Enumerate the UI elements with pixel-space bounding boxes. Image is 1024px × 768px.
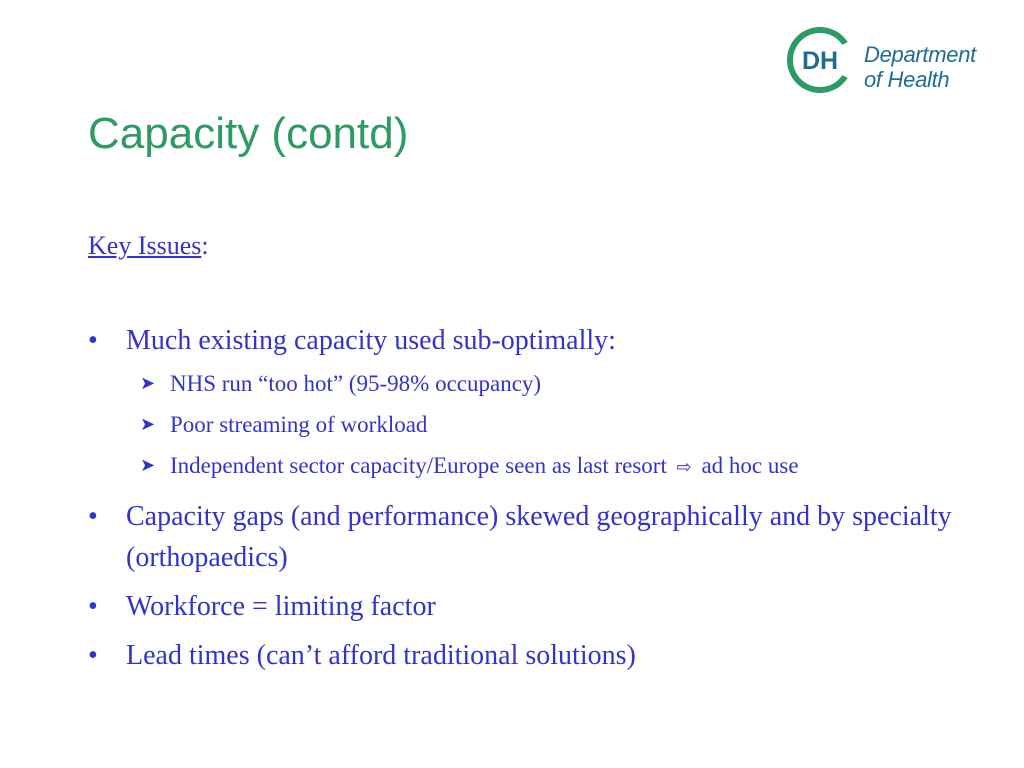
- sub-bullet-text-after: ad hoc use: [701, 453, 799, 478]
- logo-mark-text: DH: [801, 47, 839, 75]
- bullet-list: [88, 320, 968, 676]
- department-of-health-logo: [784, 24, 1004, 96]
- bullet-icon: •: [88, 501, 98, 532]
- right-arrow-icon: ⇨: [676, 457, 692, 478]
- bullet-item: [88, 320, 968, 488]
- key-issues-colon: :: [201, 231, 209, 260]
- bullet-icon: •: [88, 640, 98, 671]
- logo-wordmark: [864, 42, 976, 92]
- dh-logo-mark-icon: [784, 24, 856, 96]
- arrow-bullet-icon: ➤: [140, 414, 156, 435]
- sub-bullet-list: [126, 363, 968, 488]
- logo-line-1: Department: [864, 42, 976, 67]
- bullet-text: Lead times (can’t afford traditional solutions): [126, 640, 636, 671]
- sub-bullet-item: [126, 445, 968, 488]
- sub-bullet-item: [126, 363, 968, 404]
- arrow-bullet-icon: ➤: [140, 373, 156, 394]
- sub-bullet-text: NHS run “too hot” (95-98% occupancy): [170, 371, 542, 396]
- bullet-item: [88, 496, 968, 578]
- bullet-icon: •: [88, 591, 98, 622]
- key-issues-label: Key Issues: [88, 231, 202, 260]
- sub-bullet-item: [126, 404, 968, 445]
- slide-body: [88, 226, 968, 684]
- key-issues-heading: [88, 226, 968, 266]
- bullet-text: Much existing capacity used sub-optimally:: [126, 325, 616, 356]
- bullet-item: [88, 586, 968, 627]
- sub-bullet-text: Poor streaming of workload: [170, 412, 428, 437]
- arrow-bullet-icon: ➤: [140, 455, 156, 476]
- bullet-text: Capacity gaps (and performance) skewed geographically and by specialty (orthopaedics): [126, 501, 952, 573]
- logo-line-2: of Health: [864, 67, 950, 92]
- slide-title: Capacity (contd): [88, 109, 409, 158]
- bullet-item: [88, 635, 968, 676]
- sub-bullet-text: Independent sector capacity/Europe seen as last resort: [170, 453, 667, 478]
- bullet-text: Workforce = limiting factor: [126, 591, 436, 622]
- bullet-icon: •: [88, 325, 98, 356]
